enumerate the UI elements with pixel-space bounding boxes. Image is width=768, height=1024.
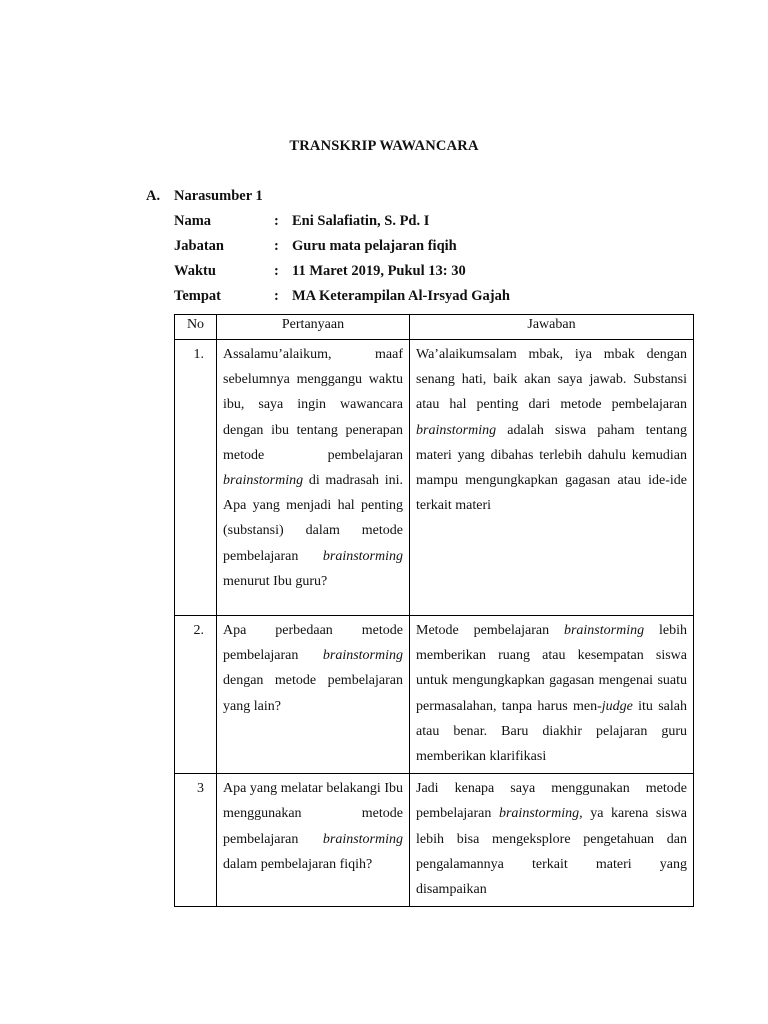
question-cell — [217, 340, 410, 616]
info-value: Guru mata pelajaran fiqih — [292, 238, 457, 254]
info-separator: : — [274, 263, 279, 279]
answer-emphasis: brainstorming, — [498, 806, 583, 822]
question-text: Apa yang melatar belakangi Ibu menggunakan metode pembelajaran — [223, 781, 403, 847]
answer-text: Wa’alaikumsalam mbak, iya mbak dengan senang hati, baik akan saya jawab. Substansi atau hal penting dari metode pembelajaran — [416, 347, 687, 413]
answer-emphasis: judge — [601, 698, 633, 714]
info-label: Tempat — [174, 288, 221, 304]
info-separator: : — [274, 213, 279, 229]
info-row-position — [174, 238, 510, 263]
question-cell — [217, 774, 410, 907]
answer-emphasis: brainstorming — [563, 623, 645, 638]
question-emphasis: brainstorming — [322, 648, 403, 664]
answer-text: ya karena siswa lebih bisa mengeksplore pengetahuan dan pengalamannya terkait materi yang disampaikan — [416, 806, 687, 898]
info-value: MA Keterampilan Al-Irsyad Gajah — [292, 288, 510, 304]
header-no: No — [175, 315, 217, 340]
info-label: Jabatan — [174, 238, 224, 254]
info-label: Waktu — [174, 263, 216, 279]
answer-emphasis: brainstorming — [416, 422, 497, 438]
info-value: 11 Maret 2019, Pukul 13: 30 — [292, 263, 466, 279]
section-heading — [146, 188, 263, 205]
section-title: Narasumber 1 — [174, 188, 263, 204]
question-emphasis: brainstorming — [322, 831, 403, 847]
info-row-place — [174, 288, 510, 313]
page-title: TRANSKRIP WAWANCARA — [289, 138, 479, 154]
question-text: Apa perbedaan metode pembelajaran — [223, 623, 403, 664]
answer-cell — [410, 340, 694, 616]
info-label: Nama — [174, 213, 212, 229]
question-text: di madrasah ini. Apa yang menjadi hal penting (substansi) dalam metode pembelajaran — [223, 473, 403, 564]
row-number: 1. — [175, 340, 217, 616]
question-text: menurut Ibu guru? — [223, 573, 328, 589]
table-row — [175, 774, 694, 907]
info-separator: : — [274, 288, 279, 304]
answer-text: adalah siswa paham tentang materi yang dibahas terlebih dahulu kemudian mampu mengungkapkan gagasan atau ide-ide terkait materi — [416, 422, 687, 514]
info-value: Eni Salafiatin, S. Pd. I — [292, 213, 430, 229]
question-emphasis: brainstorming — [223, 473, 304, 489]
row-number: 3 — [175, 774, 217, 907]
answer-cell — [410, 616, 694, 774]
table-header-row — [175, 315, 694, 340]
row-number: 2. — [175, 616, 217, 774]
answer-text: lebih memberikan ruang atau kesempatan siswa untuk mengungkapkan gagasan mengenai suatu permasalahan, tanpa harus men- — [416, 623, 687, 714]
info-row-name — [174, 213, 510, 238]
info-separator: : — [274, 238, 279, 254]
answer-text: Jadi kenapa saya menggunakan metode pembelajaran — [416, 781, 687, 822]
info-row-time — [174, 263, 510, 288]
answer-text: itu salah atau benar. Baru diakhir pelajaran guru memberikan klarifikasi — [416, 698, 687, 765]
interviewee-info — [174, 213, 510, 313]
table-row — [175, 340, 694, 616]
answer-cell — [410, 774, 694, 907]
section-letter: A. — [146, 188, 161, 204]
question-cell — [217, 616, 410, 774]
question-text: Assalamu’alaikum, maaf sebelumnya menggangu waktu ibu, saya ingin wawancara dengan ibu tentang penerapan metode pembelajaran — [223, 347, 403, 463]
answer-text: Metode pembelajaran — [416, 623, 564, 638]
interview-table — [174, 314, 694, 907]
question-text: dengan metode pembelajaran yang lain? — [223, 673, 403, 714]
question-text: dalam pembelajaran fiqih? — [223, 856, 373, 872]
header-answer: Jawaban — [410, 315, 694, 340]
table-row — [175, 616, 694, 774]
question-emphasis: brainstorming — [322, 548, 403, 564]
header-question: Pertanyaan — [217, 315, 410, 340]
